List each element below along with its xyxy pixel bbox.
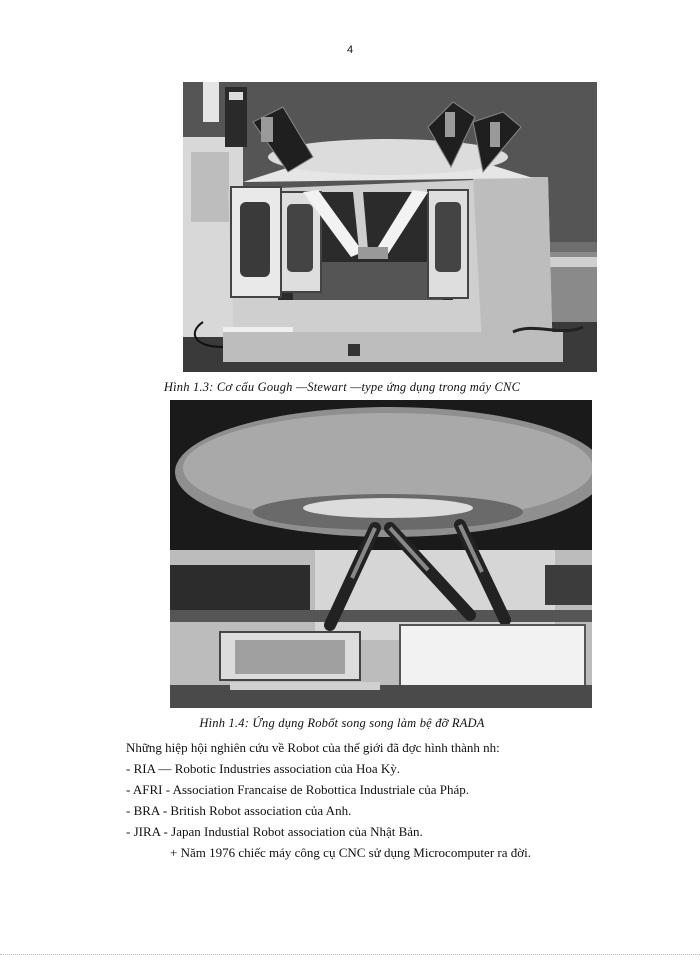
list-item: - AFRI - Association Francaise de Robottica Industriale của Pháp. <box>126 782 469 797</box>
figure-cnc-gough-stewart <box>183 82 597 372</box>
figure-caption-1-4: Hình 1.4: Ứng dụng Robốt song song làm bệ đỡ RADA <box>199 716 485 730</box>
footer-divider <box>0 954 700 955</box>
list-item: - RIA — Robotic Industries association của Hoa Kỳ. <box>126 761 401 776</box>
intro-line: Những hiệp hội nghiên cứu về Robot của thế giới đã đợc hình thành nh: <box>126 740 500 755</box>
page-number: 4 <box>346 44 354 56</box>
list-item: - BRA - British Robot association của Anh. <box>126 803 352 818</box>
body-text <box>126 737 666 863</box>
figure-caption-1-3: Hình 1.3: Cơ cấu Gough —Stewart —type ứng dụng trong máy CNC <box>163 380 521 394</box>
figure-radar-parallel-robot <box>170 400 592 708</box>
note-line: + Năm 1976 chiếc máy công cụ CNC sử dụng Microcomputer ra đời. <box>170 845 531 860</box>
list-item: - JIRA - Japan Industial Robot association của Nhật Bản. <box>126 824 423 839</box>
